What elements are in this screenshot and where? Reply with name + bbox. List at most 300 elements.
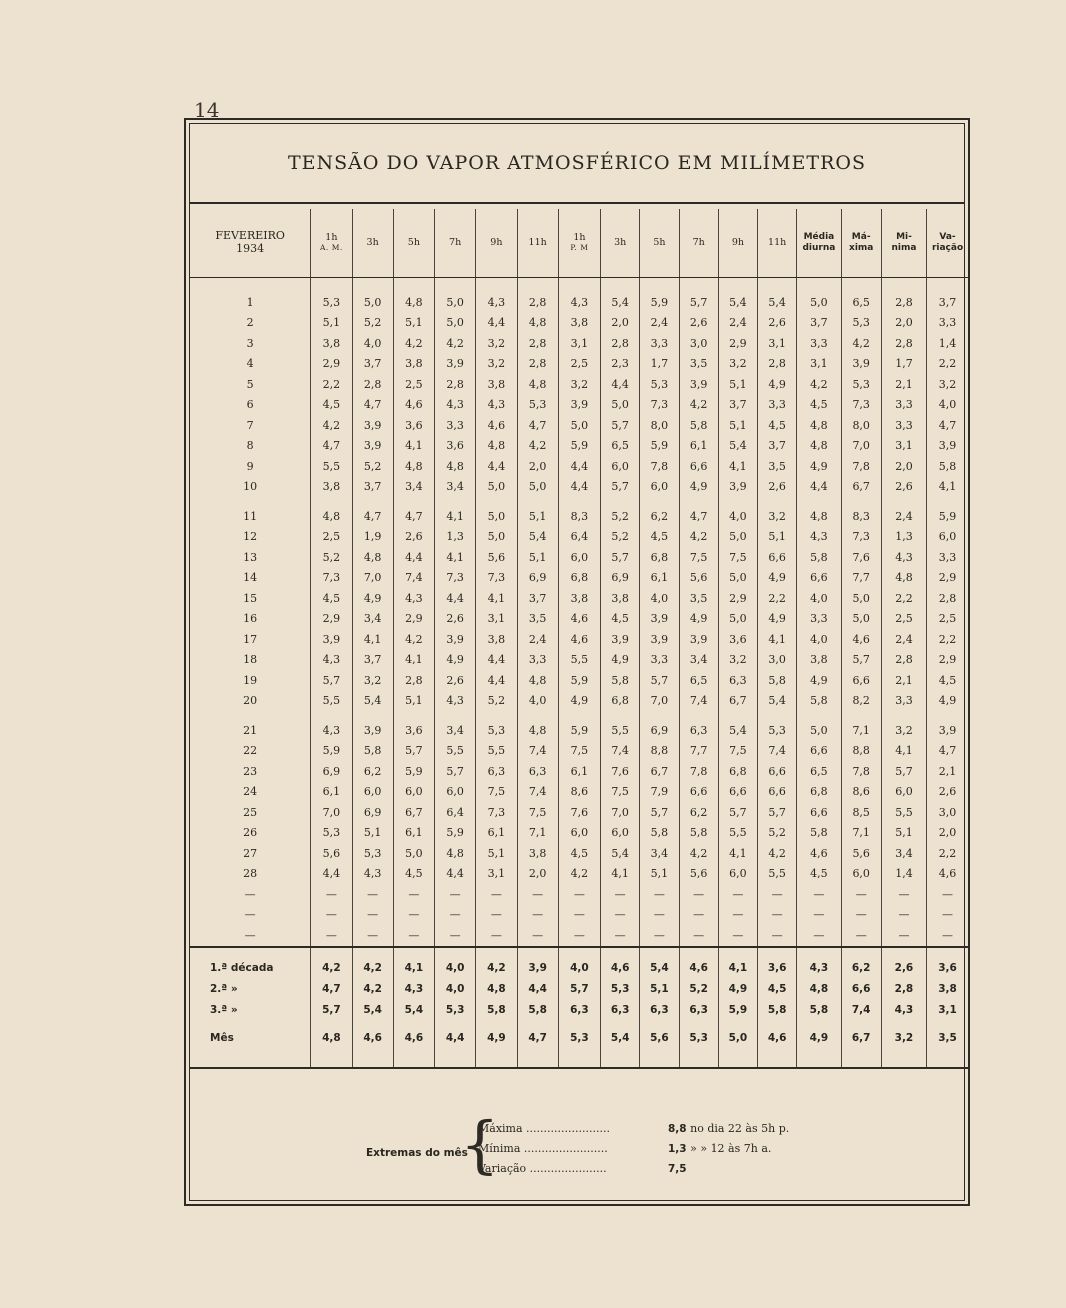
table-cell: 5,4	[352, 1000, 393, 1021]
dash-cell: —	[558, 905, 600, 926]
row-label: Mês	[210, 1031, 234, 1044]
table-cell: 2,3	[601, 354, 640, 375]
table-cell: 3,3	[517, 650, 558, 671]
table-cell: 6,7	[841, 1021, 881, 1055]
table-cell: 6,0	[601, 823, 640, 844]
table-cell: 5,3	[476, 720, 517, 741]
table-cell: 4,3	[435, 691, 476, 712]
table-cell: 4,3	[558, 292, 600, 313]
table-cell: 5,8	[679, 415, 718, 436]
table-cell: 3,3	[881, 691, 926, 712]
title-divider	[190, 202, 964, 204]
table-cell: 3,8	[601, 588, 640, 609]
table-cell: 4,1	[881, 741, 926, 762]
table-cell: 4,5	[601, 609, 640, 630]
table-cell: 3,9	[718, 477, 757, 498]
table-cell: 3,9	[352, 720, 393, 741]
table-cell: 4,3	[881, 547, 926, 568]
dash-cell: —	[311, 925, 352, 947]
table-cell: 7,3	[476, 568, 517, 589]
dash-cell: —	[435, 925, 476, 947]
table-cell: 4,6	[352, 1021, 393, 1055]
table-cell: 3,9	[601, 629, 640, 650]
table-cell: 7,3	[841, 527, 881, 548]
table-cell: 7,0	[640, 691, 679, 712]
table-cell: 2,8	[881, 292, 926, 313]
table-cell: 2,5	[558, 354, 600, 375]
table-cell: 6,0	[881, 782, 926, 803]
table-cell: 2,8	[435, 374, 476, 395]
table-cell: 4,0	[517, 691, 558, 712]
table-cell: 4,2	[517, 436, 558, 457]
extremes-maxima-value: 8,8	[668, 1123, 687, 1135]
table-cell: 7,5	[601, 782, 640, 803]
table-cell: 6,8	[797, 782, 841, 803]
header-media: Média diurna	[797, 209, 841, 278]
table-cell: 4,8	[517, 374, 558, 395]
spacer-row	[190, 278, 968, 293]
dash-cell: —	[797, 905, 841, 926]
table-cell: 3,4	[352, 609, 393, 630]
table-cell: 7,0	[841, 436, 881, 457]
table-cell: 6,8	[601, 691, 640, 712]
table-cell: 3,2	[758, 506, 797, 527]
table-cell: 6,0	[841, 864, 881, 885]
header-month-year	[190, 209, 311, 278]
day-row	[190, 568, 968, 589]
table-cell: 4,3	[476, 292, 517, 313]
table-cell: 4,4	[476, 456, 517, 477]
table-cell: 5,0	[476, 527, 517, 548]
table-cell: 5,4	[758, 691, 797, 712]
table-cell: 7,9	[640, 782, 679, 803]
table-cell: 4,1	[476, 588, 517, 609]
table-cell: 2,6	[758, 313, 797, 334]
table-cell: 4,7	[517, 1021, 558, 1055]
table-cell: 6,3	[679, 1000, 718, 1021]
table-cell: 6,1	[476, 823, 517, 844]
day-row	[190, 691, 968, 712]
table-cell: 5,7	[601, 415, 640, 436]
table-cell: 3,4	[435, 477, 476, 498]
table-cell: 5,2	[601, 527, 640, 548]
dash-cell: —	[601, 925, 640, 947]
dash-cell: —	[927, 884, 968, 905]
table-cell: 3,9	[640, 609, 679, 630]
table-cell: 5,7	[679, 292, 718, 313]
table-cell: 5,8	[758, 670, 797, 691]
table-cell: 5,3	[601, 979, 640, 1000]
table-cell: 4,6	[558, 629, 600, 650]
dash-cell: —	[640, 905, 679, 926]
table-cell: 4,0	[352, 333, 393, 354]
table-cell: 5,8	[758, 1000, 797, 1021]
table-cell: 7,0	[601, 802, 640, 823]
table-cell: 7,6	[558, 802, 600, 823]
table-cell: 4,9	[927, 691, 968, 712]
table-cell: 5,5	[601, 720, 640, 741]
table-cell: 3,8	[797, 650, 841, 671]
table-cell: 4,1	[718, 456, 757, 477]
table-cell: 5,7	[558, 979, 600, 1000]
row-label: 15	[243, 591, 258, 605]
table-cell: 6,3	[601, 1000, 640, 1021]
row-label: 19	[243, 673, 258, 687]
day-row	[190, 456, 968, 477]
table-cell: 5,0	[797, 292, 841, 313]
table-cell: 3,3	[881, 415, 926, 436]
table-cell: 5,4	[601, 1021, 640, 1055]
table-cell: 6,6	[679, 456, 718, 477]
day-row	[190, 741, 968, 762]
dash-cell: —	[841, 925, 881, 947]
table-cell: 6,7	[393, 802, 434, 823]
row-label: 17	[243, 632, 258, 646]
table-cell: 2,6	[881, 958, 926, 979]
day-row	[190, 864, 968, 885]
table-cell: 3,9	[352, 436, 393, 457]
row-label: 6	[246, 398, 254, 412]
day-row	[190, 354, 968, 375]
table-cell: 5,4	[393, 1000, 434, 1021]
table-cell: 5,0	[435, 313, 476, 334]
table-cell: 6,1	[393, 823, 434, 844]
row-label: 28	[243, 867, 258, 881]
table-cell: 5,3	[841, 313, 881, 334]
table-cell: 4,5	[927, 670, 968, 691]
table-cell: 2,8	[517, 354, 558, 375]
table-cell: 4,6	[393, 395, 434, 416]
table-cell: 8,2	[841, 691, 881, 712]
table-cell: 8,0	[640, 415, 679, 436]
table-cell: 5,0	[517, 477, 558, 498]
table-cell: 6,9	[517, 568, 558, 589]
table-cell: 4,4	[311, 864, 352, 885]
table-cell: 2,5	[927, 609, 968, 630]
table-cell: 3,7	[718, 395, 757, 416]
table-cell: 2,0	[517, 864, 558, 885]
table-cell: 6,2	[679, 802, 718, 823]
table-cell: 7,8	[841, 456, 881, 477]
table-cell: 4,2	[679, 843, 718, 864]
table-cell: 4,3	[352, 864, 393, 885]
table-cell: 3,3	[881, 395, 926, 416]
table-cell: 3,8	[927, 979, 968, 1000]
table-cell: 6,0	[393, 782, 434, 803]
dash-cell: —	[841, 884, 881, 905]
table-cell: 5,0	[841, 588, 881, 609]
day-row	[190, 588, 968, 609]
table-cell: 7,3	[476, 802, 517, 823]
table-cell: 4,3	[393, 588, 434, 609]
table-cell: 6,6	[797, 802, 841, 823]
table-cell: 7,4	[758, 741, 797, 762]
table-cell: 3,9	[517, 958, 558, 979]
table-cell: 3,3	[640, 333, 679, 354]
header-variacao: Va- riação	[927, 209, 968, 278]
table-cell: 5,8	[927, 456, 968, 477]
dash-cell: —	[758, 905, 797, 926]
day-row	[190, 436, 968, 457]
table-cell: 4,9	[797, 1021, 841, 1055]
table-cell: 1,7	[640, 354, 679, 375]
table-cell: 5,7	[881, 761, 926, 782]
dash-cell: —	[311, 884, 352, 905]
table-cell: 4,8	[393, 292, 434, 313]
table-cell: 6,6	[718, 782, 757, 803]
row-label: 11	[243, 509, 258, 523]
table-cell: 4,1	[718, 958, 757, 979]
table-cell: 4,0	[927, 395, 968, 416]
table-cell: 3,7	[352, 650, 393, 671]
table-cell: 4,2	[758, 843, 797, 864]
table-cell: 2,5	[311, 527, 352, 548]
table-cell: 4,8	[476, 436, 517, 457]
table-cell: 4,9	[558, 691, 600, 712]
table-cell: 4,2	[476, 958, 517, 979]
table-cell: 5,2	[352, 313, 393, 334]
header-hour: 7h	[679, 209, 718, 278]
table-cell: 3,8	[517, 843, 558, 864]
table-cell: 5,0	[352, 292, 393, 313]
table-cell: 5,5	[718, 823, 757, 844]
table-cell: 4,0	[640, 588, 679, 609]
table-cell: 7,3	[435, 568, 476, 589]
table-cell: 6,3	[517, 761, 558, 782]
table-cell: 6,1	[679, 436, 718, 457]
table-cell: 4,7	[517, 415, 558, 436]
table-cell: 4,8	[517, 720, 558, 741]
table-cell: 4,8	[311, 1021, 352, 1055]
day-row	[190, 333, 968, 354]
extremes-minima-note: » » 12 às 7h a.	[690, 1142, 772, 1155]
table-cell: 5,3	[352, 843, 393, 864]
table-cell: 2,8	[881, 333, 926, 354]
table-cell: 2,8	[881, 979, 926, 1000]
table-cell: 4,5	[640, 527, 679, 548]
row-label: 1	[246, 295, 254, 309]
table-cell: 3,2	[476, 333, 517, 354]
table-cell: 6,0	[601, 456, 640, 477]
table-cell: 2,8	[393, 670, 434, 691]
table-cell: 6,8	[718, 761, 757, 782]
table-cell: 4,9	[679, 609, 718, 630]
table-cell: 3,8	[311, 477, 352, 498]
table-cell: 4,8	[352, 547, 393, 568]
dash-cell: —	[881, 884, 926, 905]
row-label: 10	[243, 480, 258, 494]
dash-cell: —	[758, 884, 797, 905]
table-cell: 2,5	[881, 609, 926, 630]
header-year: 1934	[236, 242, 265, 255]
dash-cell: —	[601, 905, 640, 926]
table-cell: 3,8	[393, 354, 434, 375]
table-cell: 3,3	[758, 395, 797, 416]
table-cell: 5,1	[718, 415, 757, 436]
row-label: 25	[243, 805, 258, 819]
table-cell: 5,3	[758, 720, 797, 741]
table-cell: 2,4	[881, 629, 926, 650]
table-cell: 5,4	[601, 843, 640, 864]
row-label: 5	[246, 377, 254, 391]
decade-gap-row	[190, 497, 968, 506]
table-cell: 4,9	[679, 477, 718, 498]
dash-cell: —	[718, 905, 757, 926]
day-row	[190, 609, 968, 630]
table-cell: 3,7	[352, 354, 393, 375]
table-cell: 5,5	[558, 650, 600, 671]
day-row	[190, 720, 968, 741]
table-cell: 4,1	[758, 629, 797, 650]
table-cell: 2,6	[393, 527, 434, 548]
table-cell: 6,0	[352, 782, 393, 803]
dash-cell: —	[352, 884, 393, 905]
table-cell: 6,9	[601, 568, 640, 589]
table-cell: 8,8	[841, 741, 881, 762]
table-cell: 2,9	[927, 568, 968, 589]
table-cell: 8,6	[558, 782, 600, 803]
dash-cell: —	[435, 905, 476, 926]
table-cell: 7,5	[476, 782, 517, 803]
table-cell: 7,5	[679, 547, 718, 568]
table-cell: 3,4	[435, 720, 476, 741]
table-cell: 4,9	[435, 650, 476, 671]
table-cell: 6,9	[352, 802, 393, 823]
dash-cell: —	[244, 908, 256, 922]
table-cell: 6,7	[841, 477, 881, 498]
extremes-variacao-value: 7,5	[668, 1163, 687, 1175]
table-cell: 4,7	[393, 506, 434, 527]
table-cell: 4,1	[435, 506, 476, 527]
table-cell: 2,6	[435, 609, 476, 630]
day-row	[190, 761, 968, 782]
table-cell: 3,2	[558, 374, 600, 395]
table-cell: 5,7	[758, 802, 797, 823]
table-cell: 3,8	[476, 374, 517, 395]
table-cell: 5,4	[352, 691, 393, 712]
table-cell: 5,9	[393, 761, 434, 782]
table-cell: 7,6	[601, 761, 640, 782]
table-cell: 6,0	[718, 864, 757, 885]
table-cell: 5,2	[679, 979, 718, 1000]
table-cell: 5,0	[718, 568, 757, 589]
extremes-maxima-row	[478, 1122, 790, 1140]
table-cell: 4,4	[476, 313, 517, 334]
table-cell: 5,1	[311, 313, 352, 334]
table-cell: 2,4	[517, 629, 558, 650]
table-cell: 5,9	[640, 292, 679, 313]
table-cell: 3,9	[435, 629, 476, 650]
table-cell: 8,8	[640, 741, 679, 762]
table-cell: 2,9	[718, 333, 757, 354]
table-cell: 4,4	[797, 477, 841, 498]
table-cell: 3,9	[311, 629, 352, 650]
row-label: 27	[243, 846, 258, 860]
table-cell: 4,1	[393, 650, 434, 671]
table-cell: 4,9	[758, 568, 797, 589]
table-cell: 3,1	[476, 609, 517, 630]
table-cell: 7,3	[841, 395, 881, 416]
dash-cell: —	[927, 925, 968, 947]
table-cell: 1,3	[881, 527, 926, 548]
table-cell: 2,8	[517, 333, 558, 354]
table-cell: 3,1	[881, 436, 926, 457]
table-cell: 3,2	[927, 374, 968, 395]
day-row	[190, 650, 968, 671]
table-cell: 4,4	[476, 670, 517, 691]
table-cell: 3,9	[841, 354, 881, 375]
extremes-maxima-note: no dia 22 às 5h p.	[690, 1122, 790, 1135]
table-cell: 5,0	[476, 477, 517, 498]
table-cell: 2,8	[881, 650, 926, 671]
table-cell: 3,2	[476, 354, 517, 375]
day-row	[190, 313, 968, 334]
table-cell: 4,7	[927, 741, 968, 762]
table-cell: 5,0	[841, 609, 881, 630]
table-cell: 2,6	[758, 477, 797, 498]
row-label: 1.ª década	[210, 962, 274, 974]
table-cell: 4,2	[311, 958, 352, 979]
table-cell: 6,4	[435, 802, 476, 823]
table-cell: 5,3	[841, 374, 881, 395]
day-row	[190, 629, 968, 650]
table-cell: 5,6	[311, 843, 352, 864]
table-cell: 6,1	[311, 782, 352, 803]
table-cell: 4,4	[435, 864, 476, 885]
table-cell: 5,6	[640, 1021, 679, 1055]
table-cell: 5,8	[352, 741, 393, 762]
table-cell: 5,2	[758, 823, 797, 844]
header-hour: 1h P. M	[558, 209, 600, 278]
day-row	[190, 477, 968, 498]
table-cell: 7,8	[841, 761, 881, 782]
table-cell: 5,8	[797, 1000, 841, 1021]
table-cell: 7,0	[311, 802, 352, 823]
table-cell: 5,0	[797, 720, 841, 741]
table-cell: 4,6	[393, 1021, 434, 1055]
table-cell: 5,6	[679, 568, 718, 589]
table-cell: 4,0	[435, 979, 476, 1000]
day-row	[190, 527, 968, 548]
table-cell: 3,3	[640, 650, 679, 671]
table-cell: 3,3	[797, 609, 841, 630]
table-cell: 2,2	[881, 588, 926, 609]
table-cell: 3,8	[558, 313, 600, 334]
table-cell: 4,9	[797, 456, 841, 477]
table-cell: 3,9	[435, 354, 476, 375]
dash-cell: —	[393, 905, 434, 926]
row-label: 20	[243, 694, 258, 708]
table-bottom-row	[190, 1055, 968, 1068]
table-cell: 4,1	[601, 864, 640, 885]
table-cell: 4,5	[393, 864, 434, 885]
table-cell: 6,7	[640, 761, 679, 782]
table-cell: 5,8	[797, 691, 841, 712]
table-cell: 6,0	[435, 782, 476, 803]
table-cell: 4,9	[797, 670, 841, 691]
table-cell: 4,0	[797, 588, 841, 609]
table-cell: 3,9	[352, 415, 393, 436]
table-cell: 5,3	[640, 374, 679, 395]
extremes-brace: {	[460, 1108, 500, 1181]
table-cell: 3,0	[927, 802, 968, 823]
header-hour: 11h	[517, 209, 558, 278]
table-cell: 5,5	[435, 741, 476, 762]
table-cell: 4,5	[758, 979, 797, 1000]
table-cell: 4,8	[517, 670, 558, 691]
table-cell: 4,8	[517, 313, 558, 334]
table-cell: 3,5	[679, 354, 718, 375]
